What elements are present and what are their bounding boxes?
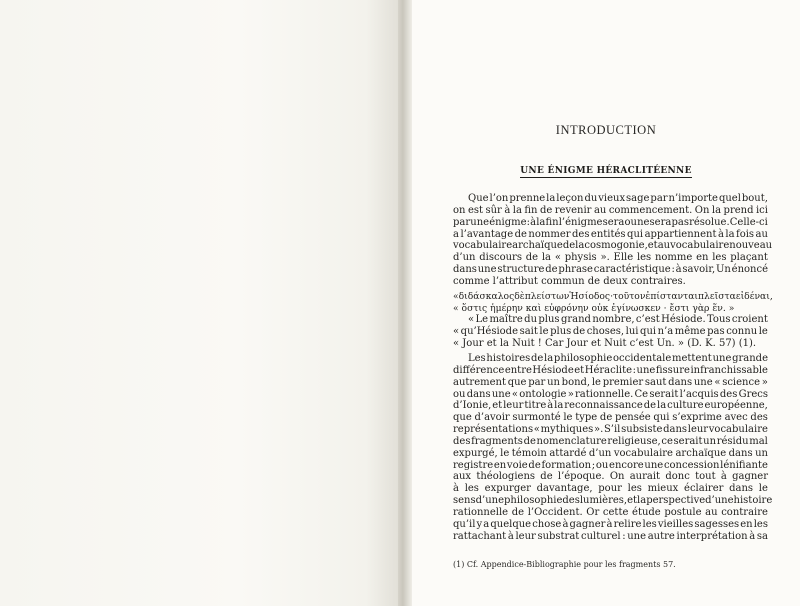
paragraph2-line: autrement que par un bond, le premier saut dans une « science » <box>453 376 768 388</box>
paragraph2-line: rationnelle de l’Occident. Or cette étude postule au contraire <box>453 506 768 518</box>
paragraph2-line: expurgé, le témoin attardé d’un vocabulaire archaïque dans un <box>453 447 768 459</box>
paragraph1-line: par une énigme : à la fin l’énigme sera ou ne sera pas résolue. Celle-ci <box>453 216 768 228</box>
paragraph1-line: Que l’on prenne la leçon du vieux sage par n’importe quel bout, <box>468 193 768 204</box>
translation <box>453 314 768 350</box>
left-page-blank <box>0 0 398 606</box>
paragraph1-line: dans une structure de phrase caractéristique : à savoir, Un énoncé <box>453 264 768 276</box>
paragraph1-line: vocabulaire archaïque de la cosmogonie, et au vocabulaire nouveau <box>453 240 773 252</box>
paragraph1-line: d’un discours de la « physis ». Elle les nomme en les plaçant <box>453 252 768 264</box>
footnote: (1) Cf. Appendice-Bibliographie pour les fragments 57. <box>453 560 676 569</box>
paragraph2-line: représentations « mythiques ». S’il subsiste dans leur vocabulaire <box>453 424 768 436</box>
paragraph2-line: Les histoires de la philosophie occidentale mettent une grande <box>468 352 768 364</box>
paragraph2-line: registre en voie de formation ; ou encore une concession lénifiante <box>453 459 768 471</box>
paragraph2-line: à les expurger davantage, pour les mieux éclairer dans le <box>453 483 768 495</box>
section-title <box>412 166 800 176</box>
paragraph2-line: ou dans une « ontologie » rationnelle. Ce serait l’acquis des Grecs <box>453 388 768 400</box>
paragraph2-line: sens d’une philosophie des lumières, et la perspective d’une histoire <box>453 495 773 507</box>
section-title-text: UNE ÉNIGME HÉRACLITÉENNE <box>520 166 692 176</box>
greek-quote-line: « ὅστις ἡμέρην καὶ εὐφρόνην οὐκ ἐγίνωσκεν · ἔστι γὰρ ἕν. » <box>453 302 735 314</box>
paragraph-1 <box>453 193 773 288</box>
page-title: INTRODUCTION <box>555 123 657 137</box>
paragraph1-line: a l’avantage de nommer des entités qui appartiennent à la fois au <box>453 228 768 240</box>
paragraph2-line: que d’avoir surmonté le type de pensée qui s’exprime avec des <box>453 412 768 424</box>
greek-quote <box>453 290 773 315</box>
book-gutter <box>398 0 412 606</box>
paragraph2-line: d’Ionie, et leur titre à la reconnaissance de la culture européenne, <box>453 400 768 412</box>
translation-line: « Jour et la Nuit ! Car Jour et Nuit c’est Un. » (D. K. 57) (1). <box>453 338 757 350</box>
translation-line: « qu’Hésiode sait le plus de choses, lui qui n’a même pas connu le <box>453 326 768 338</box>
paragraph2-line: qu’il y a quelque chose à gagner à relire les vieilles sagesses en les <box>453 518 768 530</box>
paragraph2-line: des fragments de nomenclature religieuse, ce serait un résidu mal <box>453 435 768 447</box>
paragraph1-line: on est sûr à la fin de revenir au commencement. On la prend ici <box>453 204 768 216</box>
paragraph2-line: rattachant à leur substrat culturel : une autre interprétation à sa <box>453 530 768 542</box>
paragraph1-line: comme l’attribut commun de deux contraires. <box>453 275 686 287</box>
paragraph2-line: aux théologiens de l’époque. On aurait donc tout à gagner <box>453 471 768 483</box>
translation-line: « Le maître du plus grand nombre, c’est Hésiode. Tous croient <box>468 314 768 326</box>
paragraph2-line: différence entre Hésiode et Héraclite : une fissure infranchissable <box>453 364 768 376</box>
greek-quote-line: « διδάσκαλος δὲ πλείστων Ἡσίοδος · τοῦτον ἐπίστανται πλεῖστα εἰδέναι, <box>453 290 773 302</box>
body-text <box>453 193 773 542</box>
paragraph-2 <box>453 352 773 543</box>
